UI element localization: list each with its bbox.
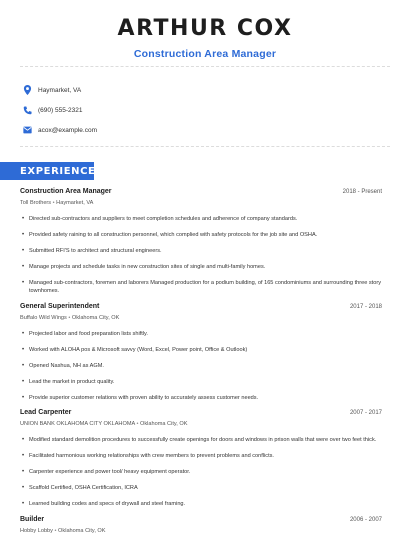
job-bullet: • Manage projects and schedule tasks in new construction sites of single and multi-family homes. [20,263,382,272]
contact-list [20,82,380,140]
email-icon [20,123,34,137]
job-location: Haymarket, VA [56,200,94,206]
job-dates: 2017 - 2018 [349,303,382,310]
job-bullet: • Facilitated harmonious working relationships with crew members to prevent problems and conflicts. [20,452,382,461]
job-title: Construction Area Manager [20,188,112,195]
job-bullets [20,215,382,296]
location-pin-icon [20,83,34,97]
contact-divider [20,146,390,147]
job-title: Lead Carpenter [20,409,72,417]
contact-location-text: Haymarket, VA [38,86,82,94]
job-bullet: • Learned building codes and specs of drywall and steel framing. [20,500,382,509]
header-divider [20,66,390,67]
job-dates: 2006 - 2007 [349,516,382,523]
job-company-line: Buffalo Wild Wings • Oklahoma City, OK [20,314,120,321]
experience-list [20,188,382,541]
job-bullet: • Managed sub-contractors, foremen and laborers Managed production for a podium building, of 165 condominiums and surrounding three story townhomes. [20,279,382,296]
job-company: Hobby Lobby [20,527,53,534]
job-bullets [20,330,382,402]
contact-phone [20,101,380,119]
job-entry [20,303,382,402]
job-title: Builder [20,515,45,523]
job-bullet: • Directed sub-contractors and suppliers to meet completion schedules and adherence of company standards. [20,215,382,224]
job-company: Buffalo Wild Wings [20,314,67,321]
job-bullet: • Worked with ALOHA pos & Microsoft savvy (Word, Excel, Power point, Office & Outlook) [20,346,382,355]
job-company-line: Toll Brothers • Haymarket, VA [20,200,94,206]
contact-phone-text: (690) 555-2321 [38,106,83,114]
resume-header [0,0,410,60]
job-bullets [20,436,382,508]
job-bullet: • Lead the market in product quality. [20,378,382,387]
job-company-line: UNION BANK OKLAHOMA CITY OKLAHOMA • Oklahoma City, OK [20,421,188,428]
job-entry [20,516,382,537]
job-bullet: • Modified standard demolition procedures to successfully create openings for doors and windows in prison walls that were over two feet thick. [20,436,382,445]
job-bullet: • Carpenter experience and power tool/ heavy equipment operator. [20,468,382,477]
job-dates: 2018 - Present [342,189,382,195]
candidate-name: ARTHUR COX [117,16,293,41]
job-title: General Superintendent [20,302,100,310]
job-bullet: • Provided safety raining to all construction personnel, which complied with safety protocols for the job site and OSHA. [20,231,382,240]
job-entry [20,409,382,508]
job-company-line: Hobby Lobby • Oklahoma City, OK [20,527,106,534]
job-company: Toll Brothers [20,200,52,206]
job-bullet: • Provide superior customer relations with proven ability to accurately assess customer needs. [20,394,382,403]
contact-email-text: acox@example.com [38,126,97,134]
job-location: Oklahoma City, OK [58,527,106,534]
job-bullet: • Submitted RFI'S to architect and structural engineers. [20,247,382,256]
contact-email [20,121,380,139]
job-dates: 2007 - 2017 [349,410,382,417]
job-bullet: • Projected labor and food preparation lists shiftly. [20,330,382,339]
experience-section-heading: EXPERIENCE [0,162,94,180]
job-location: Oklahoma City, OK [71,314,120,321]
job-bullet: • Scaffold Certified, OSHA Certification, ICRA [20,484,382,493]
job-location: Oklahoma City, OK [139,421,188,428]
contact-location [20,81,380,99]
phone-icon [20,103,34,117]
job-company: UNION BANK OKLAHOMA CITY OKLAHOMA [20,421,135,428]
job-bullet: • Opened Nashua, NH as AGM. [20,362,382,371]
job-title-headline: Construction Area Manager [133,48,277,60]
job-entry [20,188,382,296]
